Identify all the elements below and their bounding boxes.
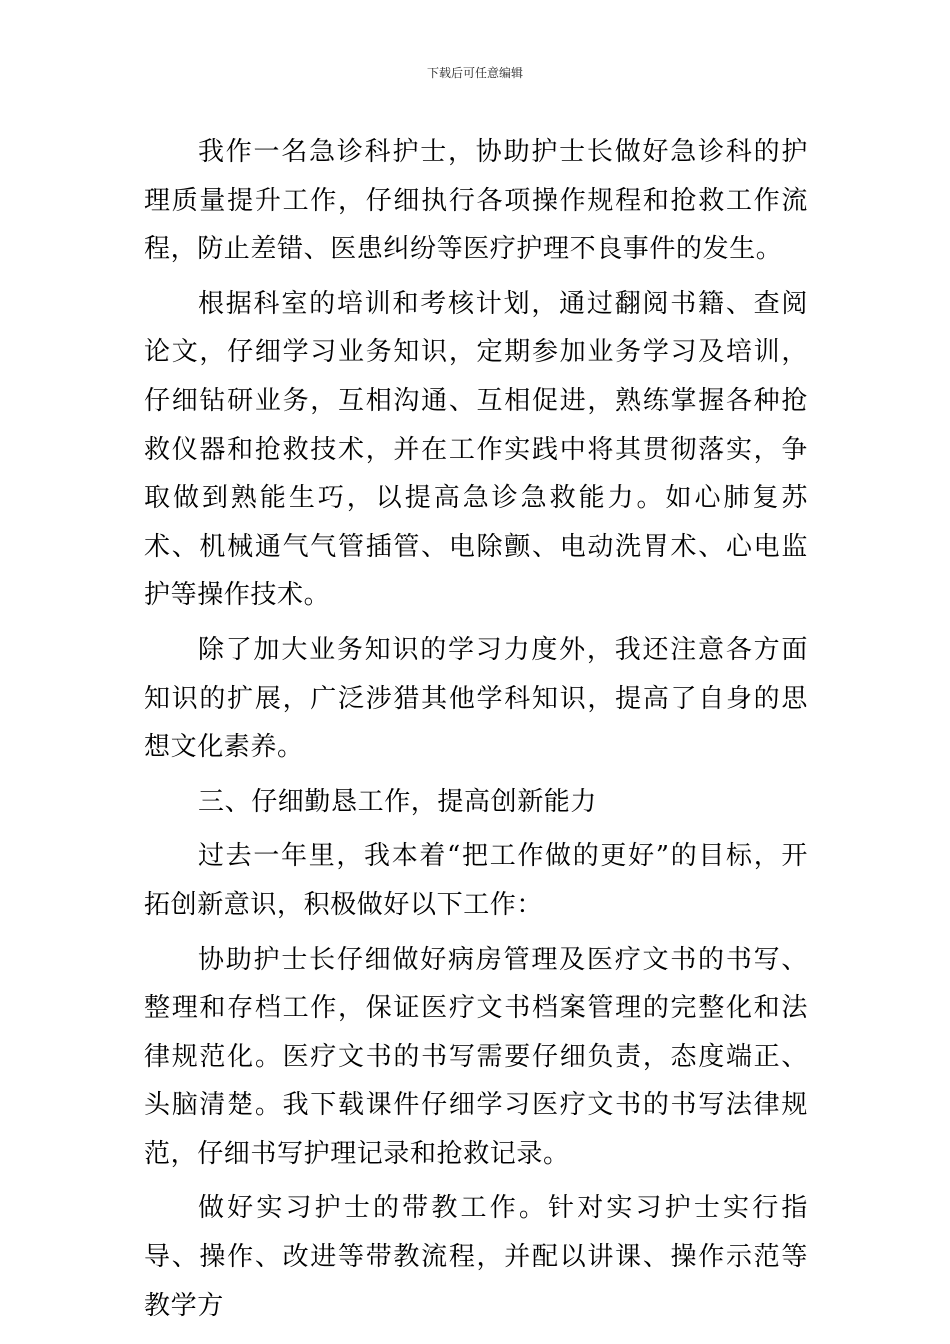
paragraph-6: 做好实习护士的带教工作。针对实习护士实行指导、操作、改进等带教流程，并配以讲课、操作示范等教学方 [144, 1193, 808, 1321]
header-note: 下载后可任意编辑 [426, 66, 523, 80]
paragraph-5: 协助护士长仔细做好病房管理及医疗文书的书写、整理和存档工作，保证医疗文书档案管理的完整化和法律规范化。医疗文书的书写需要仔细负责，态度端正、头脑清楚。我下载课件仔细学习医疗文书的书写法律规范，仔细书写护理记录和抢救记录。 [144, 944, 808, 1169]
paragraph-1: 我作一名急诊科护士，协助护士长做好急诊科的护理质量提升工作，仔细执行各项操作规程和抢救工作流程，防止差错、医患纠纷等医疗护理不良事件的发生。 [144, 137, 808, 265]
section-heading: 三、仔细勤恳工作，提高创新能力 [198, 786, 598, 817]
paragraph-4: 过去一年里，我本着“把工作做的更好”的目标，开拓创新意识，积极做好以下工作： [144, 841, 808, 920]
paragraph-2: 根据科室的培训和考核计划，通过翻阅书籍、查阅论文，仔细学习业务知识，定期参加业务学习及培训，仔细钻研业务，互相沟通、互相促进，熟练掌握各种抢救仪器和抢救技术，并在工作实践中将其贯彻落实，争取做到熟能生巧，以提高急诊急救能力。如心肺复苏术、机械通气气管插管、电除颤、电动洗胃术、心电监护等操作技术。 [144, 288, 808, 611]
document-body [144, 128, 808, 1330]
paragraph-3: 除了加大业务知识的学习力度外，我还注意各方面知识的扩展，广泛涉猎其他学科知识，提高了自身的思想文化素养。 [144, 634, 808, 763]
